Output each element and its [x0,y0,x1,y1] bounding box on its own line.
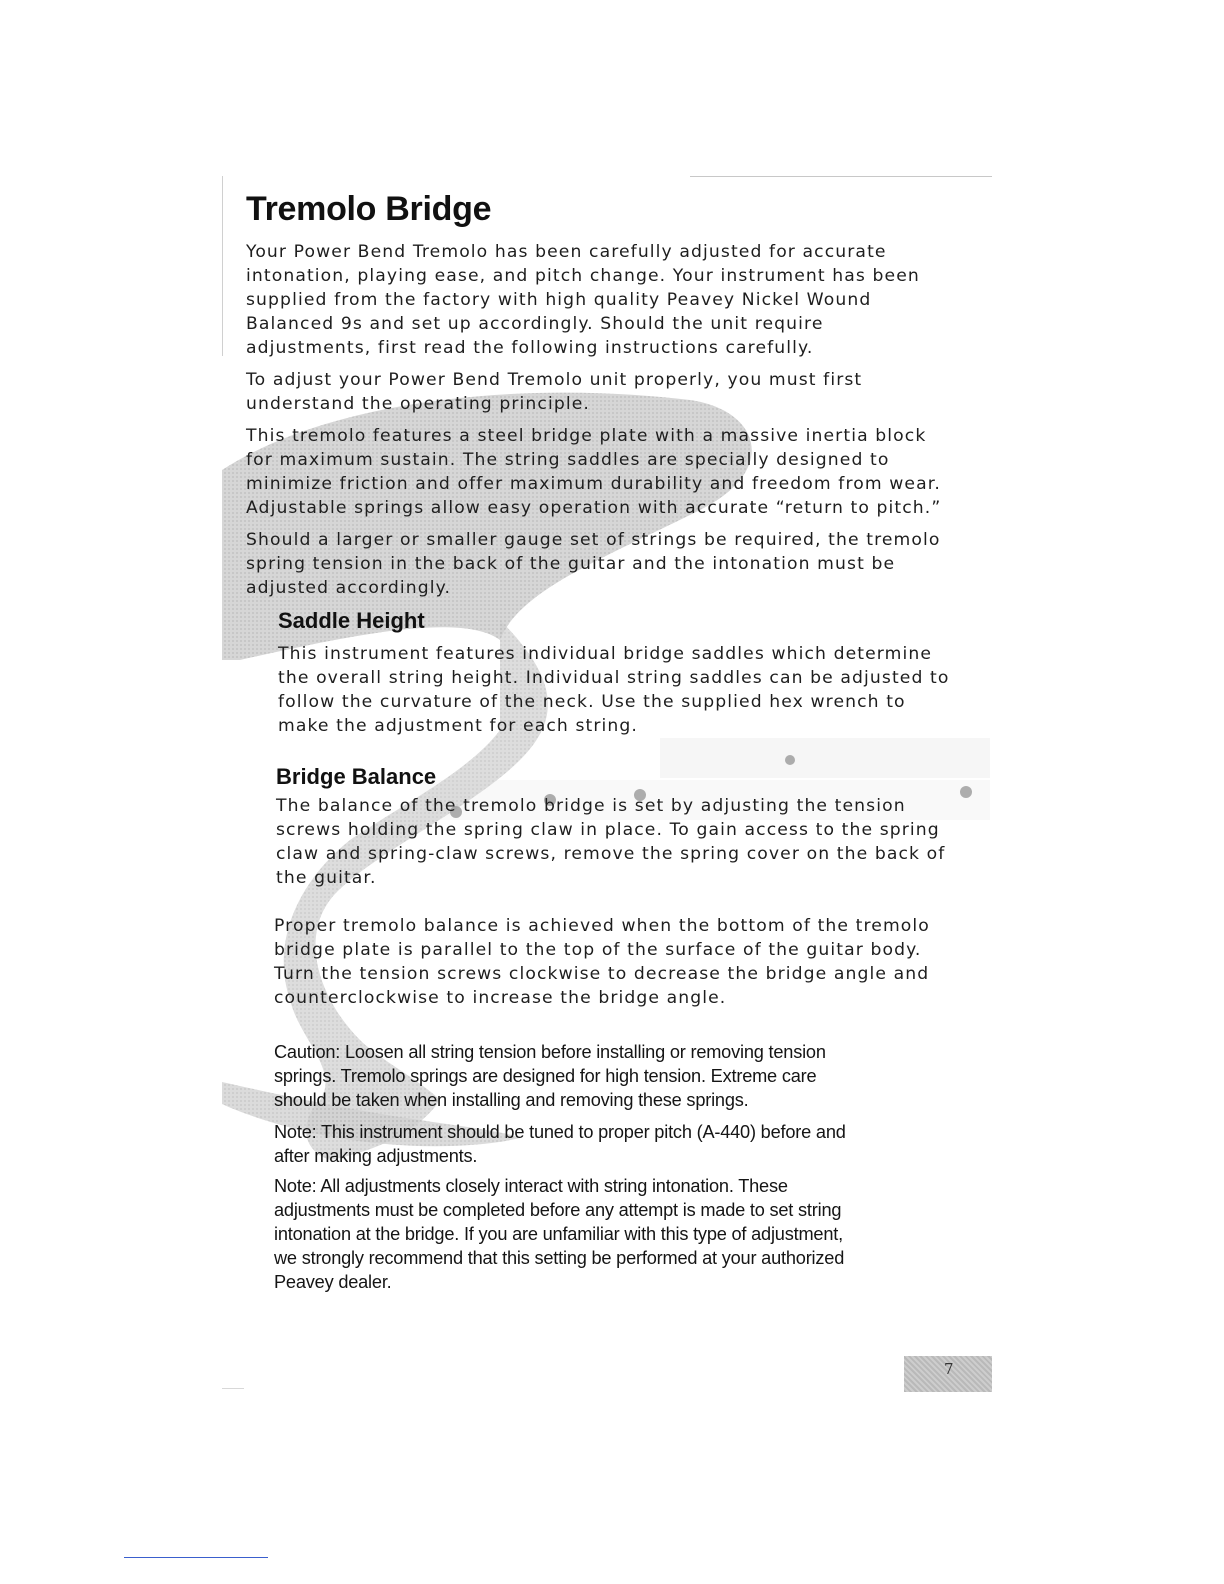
text-line: Balanced 9s and set up accordingly. Should the unit require [246,314,824,334]
text-line: we strongly recommend that this setting be performed at your authorized [274,1248,845,1268]
intonation-note [274,1174,844,1294]
text-line: This instrument features individual bridge saddles which determine [278,644,933,664]
page-number: 7 [944,1360,954,1378]
features-paragraph [246,424,941,520]
gauge-paragraph [246,528,940,600]
text-line: Adjustable springs allow easy operation with accurate “return to pitch.” [246,498,942,518]
saddle-height-heading: Saddle Height [278,608,425,633]
text-line: counterclockwise to increase the bridge angle. [274,988,727,1008]
text-line: screws holding the spring claw in place. To gain access to the spring [276,820,940,840]
text-line: spring tension in the back of the guitar and the intonation must be [246,554,896,574]
text-line: minimize friction and offer maximum durability and freedom from wear. [246,474,941,494]
page-title: Tremolo Bridge [246,190,492,228]
text-line: bridge plate is parallel to the top of the surface of the guitar body. [274,940,922,960]
text-line: springs. Tremolo springs are designed for high tension. Extreme care [274,1066,817,1086]
text-line: The balance of the tremolo bridge is set by adjusting the tension [276,796,906,816]
text-line: follow the curvature of the neck. Use the supplied hex wrench to [278,692,906,712]
text-line: adjustments, first read the following instructions carefully. [246,338,814,358]
text-line: Note: All adjustments closely interact with string intonation. These [274,1176,788,1196]
top-rule [690,176,992,177]
text-line: intonation at the bridge. If you are unfamiliar with this type of adjustment, [274,1224,843,1244]
text-line: Should a larger or smaller gauge set of strings be required, the tremolo [246,530,941,550]
caution-note [274,1040,826,1112]
tuning-note [274,1120,846,1168]
principle-paragraph [246,368,862,416]
left-rule [222,176,223,356]
bridge-balance-paragraph [276,794,945,890]
text-line: after making adjustments. [274,1146,478,1166]
text-line: Proper tremolo balance is achieved when the bottom of the tremolo [274,916,930,936]
bridge-balance-heading: Bridge Balance [276,764,437,789]
text-line: This tremolo features a steel bridge plate with a massive inertia block [246,426,927,446]
bottom-left-rule [222,1388,244,1389]
saddle-height-paragraph [278,642,950,738]
text-line: understand the operating principle. [246,394,590,414]
text-line: To adjust your Power Bend Tremolo unit properly, you must first [246,370,863,390]
intro-paragraph [246,240,920,360]
text-line: the overall string height. Individual string saddles can be adjusted to [278,668,950,688]
text-line: the guitar. [276,868,377,888]
text-line: should be taken when installing and removing these springs. [274,1090,749,1110]
text-line: supplied from the factory with high quality Peavey Nickel Wound [246,290,872,310]
text-line: adjusted accordingly. [246,578,452,598]
tremolo-balance-paragraph [274,914,930,1010]
text-line: claw and spring-claw screws, remove the spring cover on the back of [276,844,946,864]
text-line: for maximum sustain. The string saddles are specially designed to [246,450,890,470]
footer-line [124,1557,268,1558]
text-line: adjustments must be completed before any attempt is made to set string [274,1200,842,1220]
text-line: Turn the tension screws clockwise to decrease the bridge angle and [274,964,930,984]
text-line: Your Power Bend Tremolo has been carefully adjusted for accurate [246,242,887,262]
text-line: Peavey dealer. [274,1272,392,1292]
text-line: intonation, playing ease, and pitch change. Your instrument has been [246,266,920,286]
text-line: Caution: Loosen all string tension before installing or removing tension [274,1042,826,1062]
text-line: make the adjustment for each string. [278,716,638,736]
text-line: Note: This instrument should be tuned to proper pitch (A-440) before and [274,1122,846,1142]
